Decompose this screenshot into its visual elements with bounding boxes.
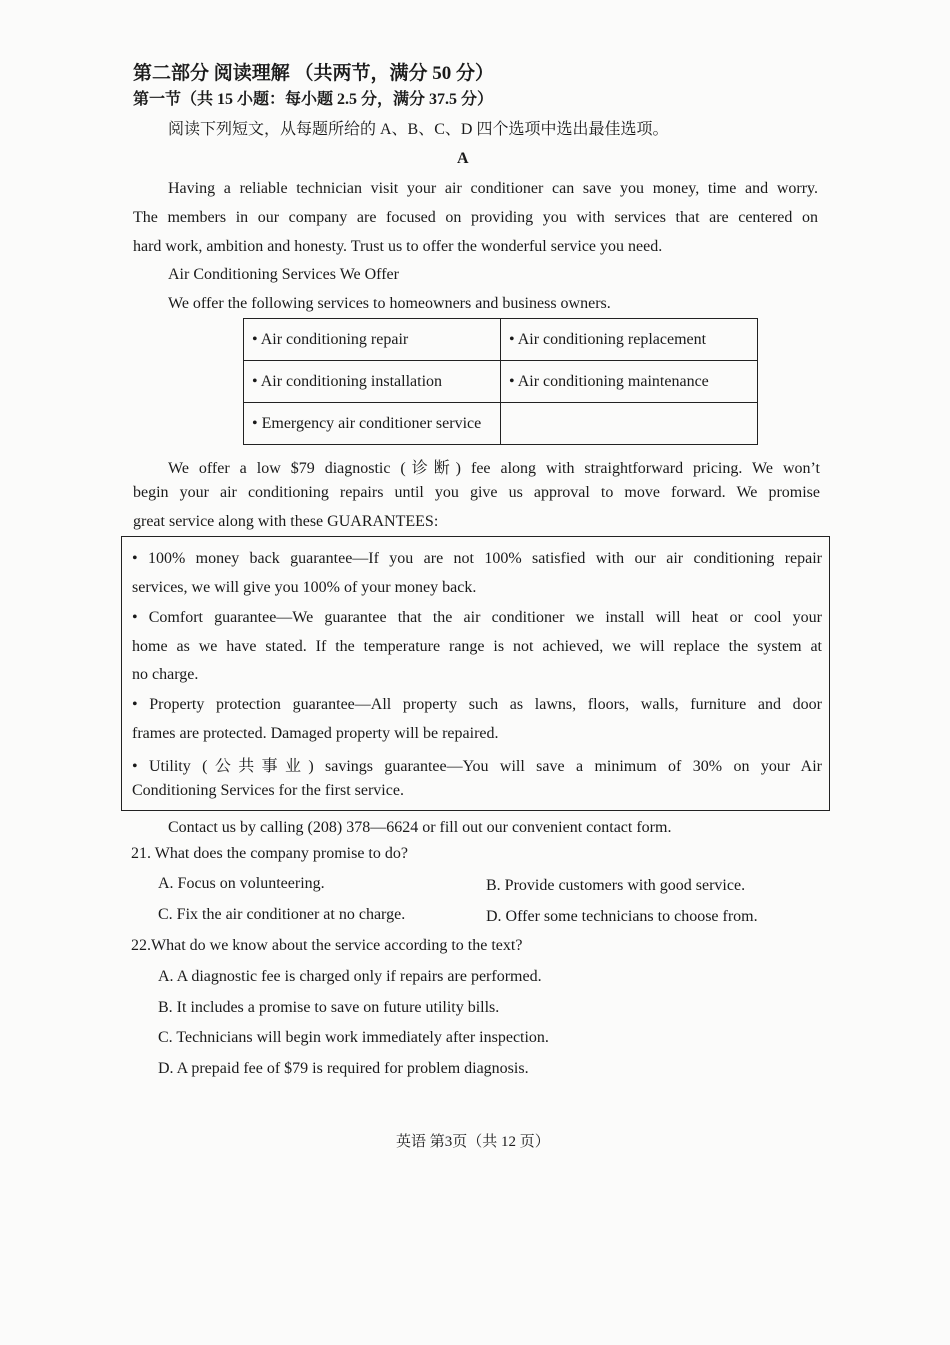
guarantee-line: frames are protected. Damaged property will be repaired.: [132, 725, 499, 742]
guarantee-line: • 100% money back guarantee—If you are not 100% satisfied with our air conditioning repair: [132, 550, 822, 567]
contact-line: Contact us by calling (208) 378—6624 or fill out our convenient contact form.: [168, 819, 672, 836]
guarantees-box: [121, 536, 830, 811]
guarantee-line: Conditioning Services for the first service.: [132, 782, 404, 799]
question-21-option-d: D. Offer some technicians to choose from.: [486, 908, 758, 925]
guarantee-line: services, we will give you 100% of your money back.: [132, 579, 477, 596]
question-21-option-c: C. Fix the air conditioner at no charge.: [158, 906, 406, 923]
page-footer: 英语 第3页（共 12 页）: [396, 1134, 550, 1150]
service-cell-empty: [501, 403, 758, 445]
service-cell: • Air conditioning repair: [244, 319, 501, 361]
intro-line-2: The members in our company are focused on providing you with services that are centered on: [133, 209, 818, 226]
question-22-option-a: A. A diagnostic fee is charged only if repairs are performed.: [158, 968, 542, 985]
question-22-stem: 22.What do we know about the service according to the text?: [131, 937, 523, 954]
service-cell: • Air conditioning maintenance: [501, 361, 758, 403]
section-title: 第一节（共 15 小题：每小题 2.5 分，满分 37.5 分）: [133, 91, 494, 108]
pricing-line-1: We offer a low $79 diagnostic (诊断) fee along with straightforward pricing. We won’t: [168, 460, 820, 477]
table-row: [244, 361, 758, 403]
pricing-line-3: great service along with these GUARANTEES:: [133, 513, 439, 530]
question-22-option-d: D. A prepaid fee of $79 is required for problem diagnosis.: [158, 1060, 529, 1077]
pricing-line-2: begin your air conditioning repairs until you give us approval to move forward. We promise: [133, 484, 820, 501]
part-title: 第二部分 阅读理解 （共两节，满分 50 分）: [133, 63, 495, 84]
guarantee-line: • Property protection guarantee—All property such as lawns, floors, walls, furniture and door: [132, 696, 822, 713]
question-22-option-c: C. Technicians will begin work immediately after inspection.: [158, 1029, 549, 1046]
service-cell: • Air conditioning installation: [244, 361, 501, 403]
services-intro: We offer the following services to homeowners and business owners.: [168, 295, 611, 312]
services-table: [243, 318, 758, 445]
guarantee-line: no charge.: [132, 666, 199, 683]
guarantee-line: • Comfort guarantee—We guarantee that the air conditioner we install will heat or cool your: [132, 609, 822, 626]
intro-line-3: hard work, ambition and honesty. Trust us to offer the wonderful service you need.: [133, 238, 663, 255]
question-21-option-a: A. Focus on volunteering.: [158, 875, 325, 892]
services-heading: Air Conditioning Services We Offer: [168, 266, 399, 283]
question-22-option-b: B. It includes a promise to save on future utility bills.: [158, 999, 500, 1016]
guarantee-line: home as we have stated. If the temperature range is not achieved, we will replace the system at: [132, 638, 822, 655]
table-row: [244, 319, 758, 361]
question-21-stem: 21. What does the company promise to do?: [131, 845, 408, 862]
intro-line-1: Having a reliable technician visit your air conditioner can save you money, time and worry.: [168, 180, 818, 197]
table-row: [244, 403, 758, 445]
service-cell: • Emergency air conditioner service: [244, 403, 501, 445]
passage-label: A: [457, 150, 469, 167]
instruction: 阅读下列短文，从每题所给的 A、B、C、D 四个选项中选出最佳选项。: [168, 121, 669, 138]
service-cell: • Air conditioning replacement: [501, 319, 758, 361]
guarantee-line: • Utility (公共事业) savings guarantee—You will save a minimum of 30% on your Air: [132, 758, 822, 775]
question-21-option-b: B. Provide customers with good service.: [486, 877, 746, 894]
